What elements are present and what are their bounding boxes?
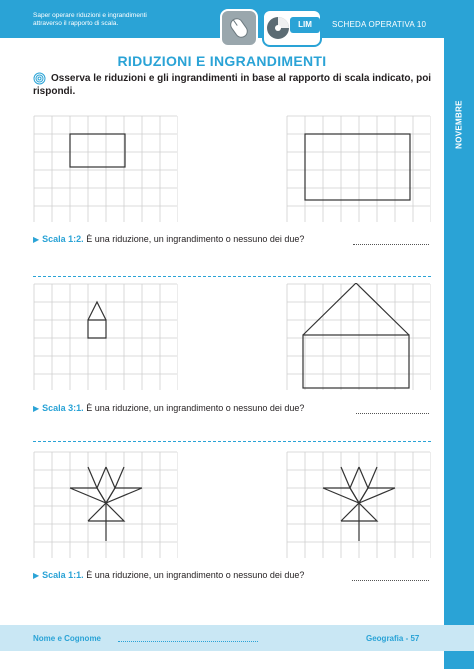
answer-line-1[interactable]	[353, 244, 429, 245]
question-text: È una riduzione, un ingrandimento o nessuno dei due?	[86, 570, 305, 580]
answer-line-2[interactable]	[356, 413, 429, 414]
question-1	[33, 234, 304, 244]
arrow-icon: ▶	[33, 235, 40, 244]
separator-1	[33, 276, 431, 277]
grid-lines	[34, 116, 178, 222]
scale-label: Scala 3:1.	[42, 403, 84, 413]
large-house	[303, 283, 409, 335]
name-label: Nome e Cognome	[33, 634, 102, 643]
instruction	[33, 72, 433, 98]
page-label: Geografia - 57	[366, 634, 420, 643]
month-label: NOVEMBRE	[454, 100, 464, 149]
mouse-icon[interactable]	[220, 9, 258, 47]
question-2	[33, 403, 304, 413]
grid-lines	[287, 116, 431, 222]
small-rectangle	[70, 134, 125, 167]
arrow-icon: ▶	[33, 571, 40, 580]
lim-label: LIM	[290, 17, 320, 33]
grid-panel-2-left	[33, 283, 178, 391]
objective-line-2: attraverso il rapporto di scala.	[33, 20, 119, 27]
learning-objective	[33, 12, 193, 28]
page-title: RIDUZIONI E INGRANDIMENTI	[117, 53, 327, 69]
grid-panel-3-right	[286, 451, 431, 559]
arrow-icon: ▶	[33, 404, 40, 413]
question-3	[33, 570, 304, 580]
sheet-label: SCHEDA OPERATIVA 10	[332, 20, 427, 29]
grid-panel-1-left	[33, 115, 178, 223]
instruction-text: Osserva le riduzioni e gli ingrandimenti in base al rapporto di scala indicato, poi rispondi.	[33, 73, 432, 97]
question-text: È una riduzione, un ingrandimento o nessuno dei due?	[86, 403, 305, 413]
scale-label: Scala 1:2.	[42, 234, 84, 244]
large-rectangle	[305, 134, 410, 200]
question-text: È una riduzione, un ingrandimento o nessuno dei due?	[86, 234, 305, 244]
scale-label: Scala 1:1.	[42, 570, 84, 580]
small-house	[88, 302, 106, 320]
separator-2	[33, 441, 431, 442]
grid-panel-3-left	[33, 451, 178, 559]
grid-panel-2-right	[286, 283, 431, 391]
name-field[interactable]	[118, 641, 258, 642]
objective-line-1: Saper operare riduzioni e ingrandimenti	[33, 12, 147, 19]
grid-panel-1-right	[286, 115, 431, 223]
answer-line-3[interactable]	[352, 580, 429, 581]
